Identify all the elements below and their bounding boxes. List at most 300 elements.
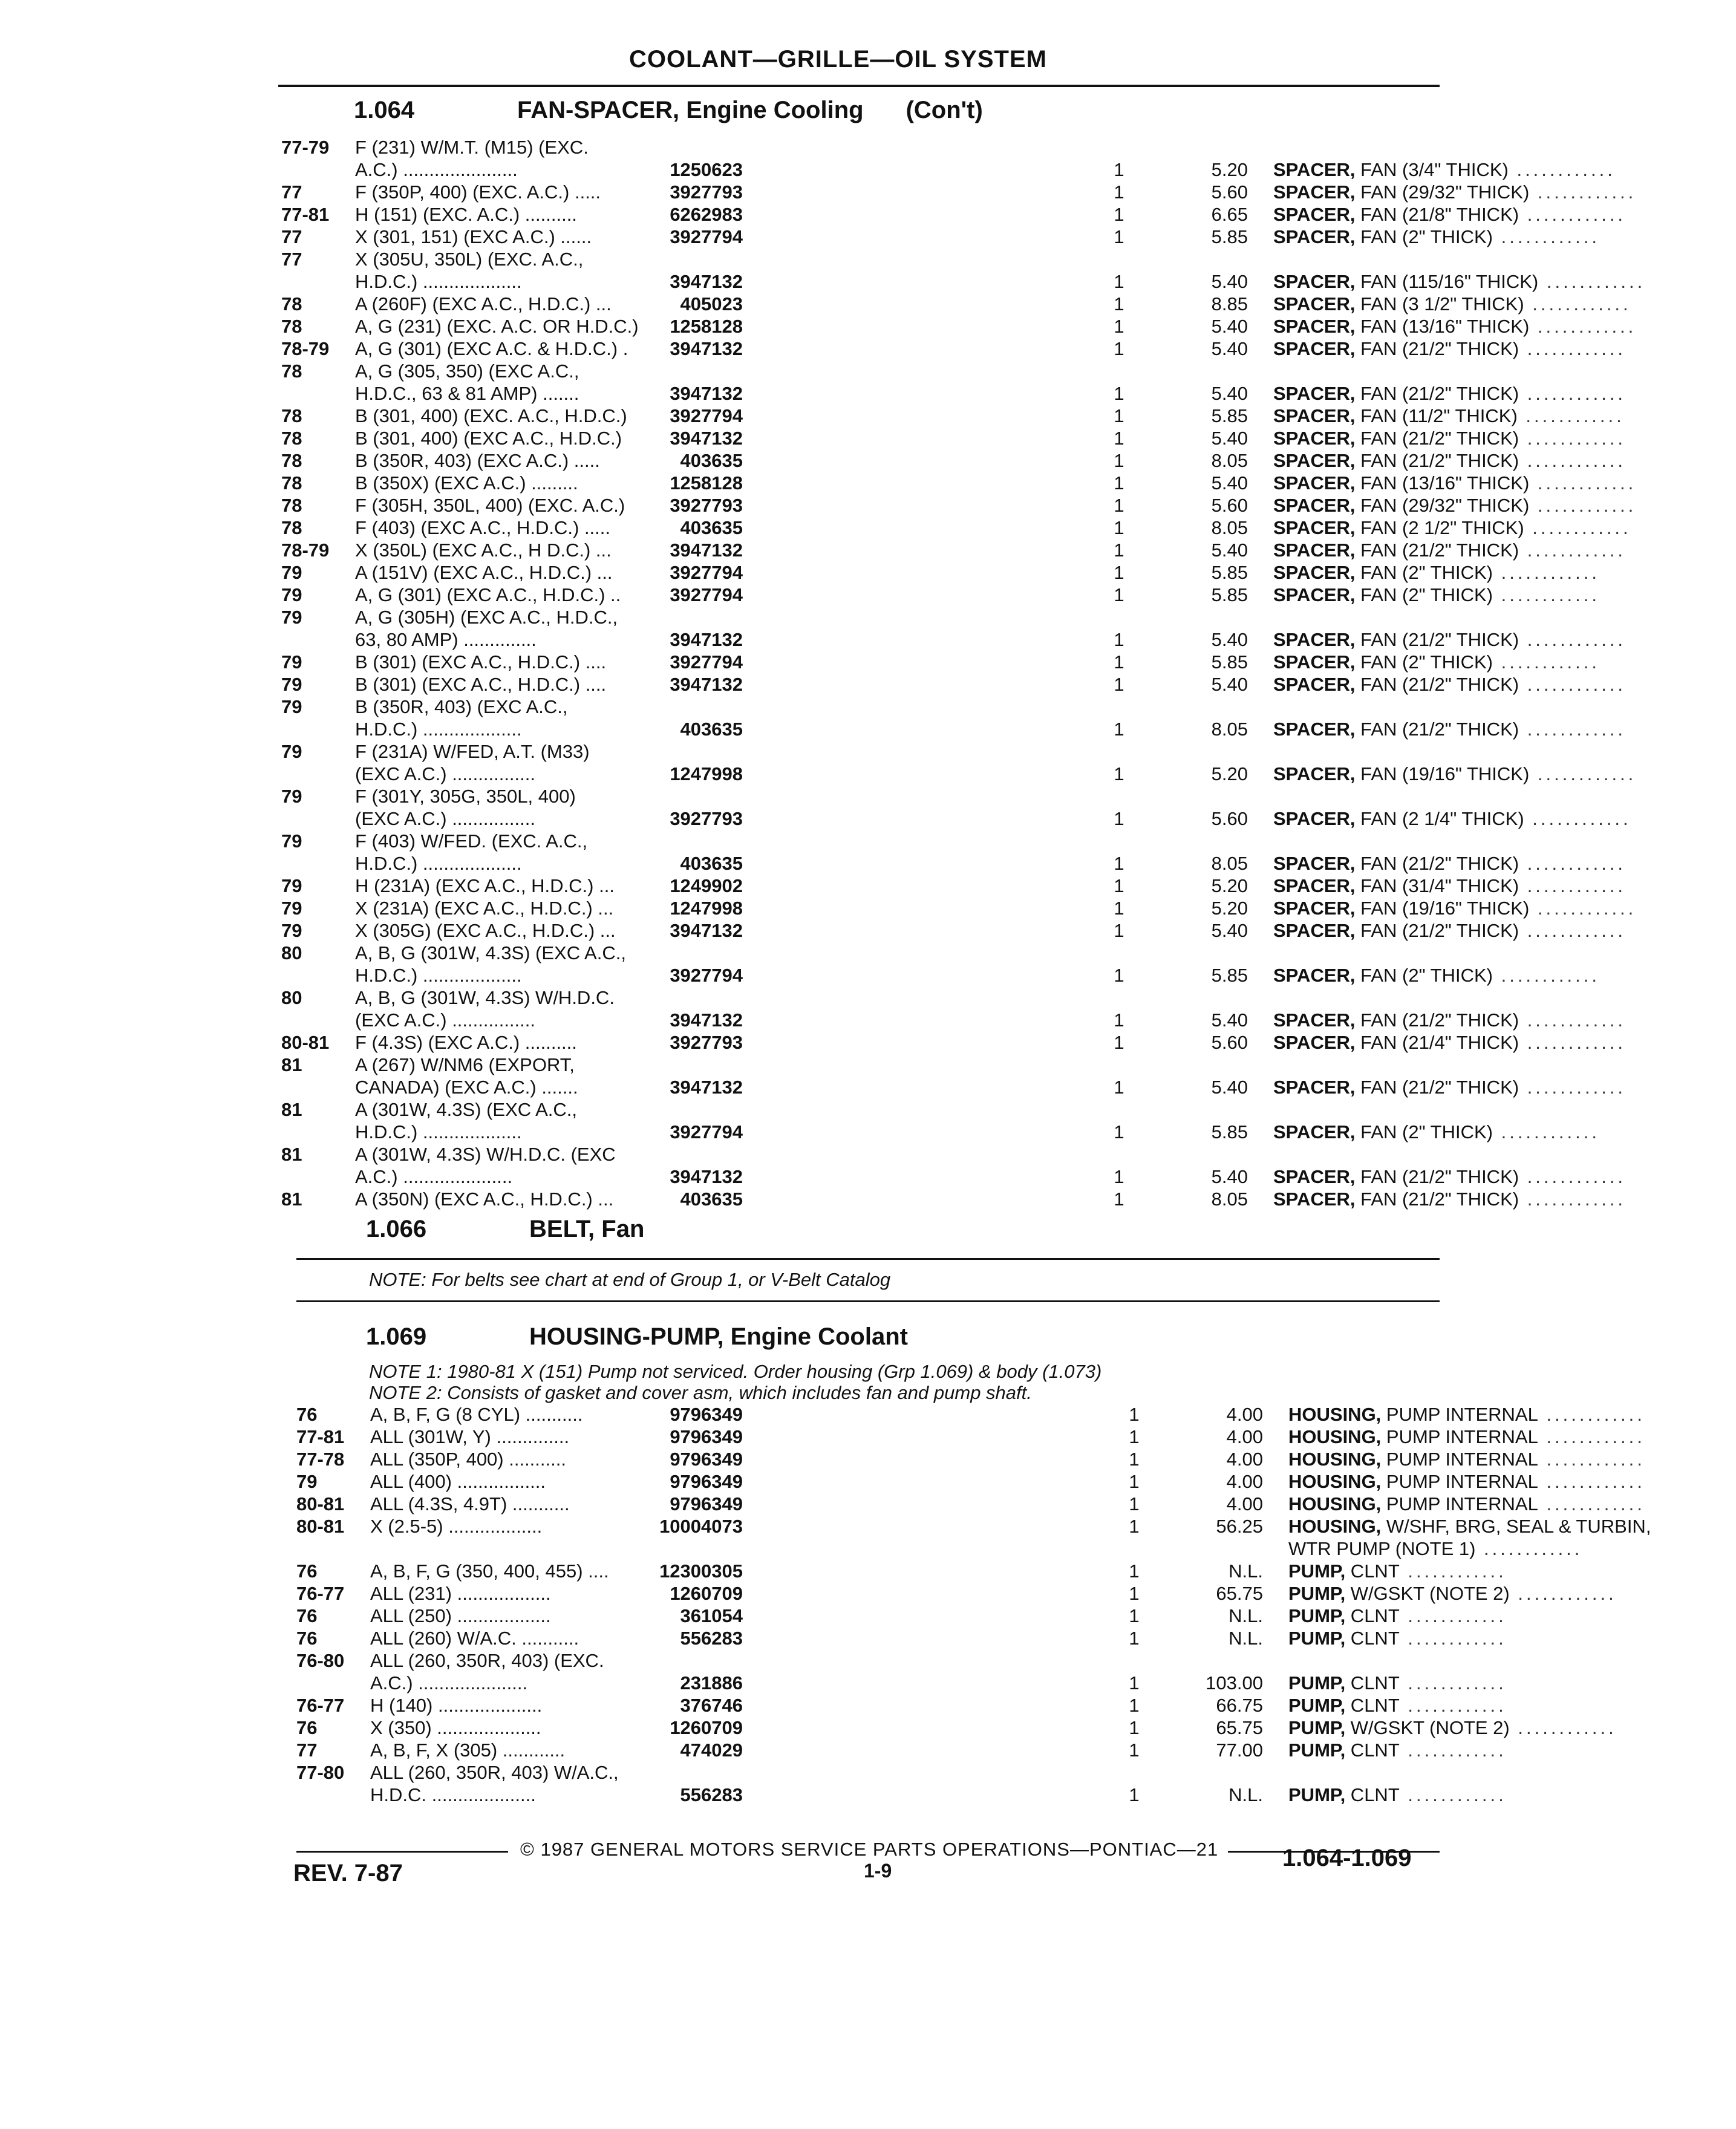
list-price: 5.40 [1211, 338, 1248, 359]
part-name-detail: FAN (2" THICK) [1355, 226, 1493, 247]
section-title: HOUSING-PUMP, Engine Coolant [529, 1323, 908, 1350]
part-name-detail: FAN (21/2" THICK) [1355, 1188, 1519, 1210]
part-number: 9796349 [670, 1449, 743, 1470]
model-years: 80-81 [296, 1493, 345, 1514]
part-number: 403635 [680, 1188, 743, 1210]
leader-dots: ............ [1519, 719, 1627, 740]
part-name-detail: FAN (21/2" THICK) [1355, 1166, 1519, 1187]
model-years: 79 [281, 562, 302, 583]
section-heading-belt [366, 1216, 644, 1243]
section-title: FAN-SPACER, Engine Cooling [517, 97, 864, 123]
list-price: 8.05 [1211, 517, 1248, 538]
part-name-noun: SPACER, [1273, 808, 1356, 829]
part-number: 1247998 [670, 898, 743, 919]
part-name-noun: SPACER, [1273, 450, 1356, 471]
part-name-detail: FAN (3/4" THICK) [1355, 159, 1509, 180]
table-row [296, 1694, 1529, 1717]
application-description: F (231A) W/FED, A.T. (M33) (EXC A.C.) ................ [355, 741, 590, 784]
application-description: F (403) W/FED. (EXC. A.C., H.D.C.) ................... [355, 830, 588, 874]
application-description: F (305H, 350L, 400) (EXC. A.C.) [355, 495, 625, 516]
footer-rule-left [296, 1851, 508, 1853]
list-price: 5.40 [1211, 383, 1248, 404]
application-description: A, B, G (301W, 4.3S) (EXC A.C., H.D.C.) ................... [355, 942, 626, 986]
part-name-noun: SPACER, [1273, 584, 1356, 605]
part-number: 1258128 [670, 316, 743, 337]
model-years: 77 [281, 181, 302, 203]
part-number: 12300305 [659, 1560, 743, 1582]
part-number: 403635 [680, 719, 743, 740]
part-number: 3927794 [670, 405, 743, 426]
part-name-detail: FAN (13/16" THICK) [1355, 472, 1530, 494]
part-name-detail: FAN (21/2" THICK) [1355, 853, 1519, 874]
part-name-detail: FAN (2" THICK) [1355, 651, 1493, 673]
leader-dots: ............ [1492, 584, 1600, 605]
part-name-detail: FAN (2" THICK) [1355, 584, 1493, 605]
part-number: 1258128 [670, 472, 743, 494]
table-row [281, 472, 1637, 494]
header-rule [278, 85, 1440, 87]
part-name-noun: SPACER, [1273, 898, 1356, 919]
model-years: 76 [296, 1404, 318, 1425]
part-name [1273, 382, 1721, 405]
table-row [281, 875, 1627, 897]
leader-dots: ............ [1519, 1032, 1627, 1053]
list-price: 8.85 [1211, 293, 1248, 315]
list-price: 5.60 [1211, 808, 1248, 829]
part-name-noun: PUMP, [1288, 1717, 1346, 1738]
part-name-noun: SPACER, [1273, 1188, 1356, 1210]
leader-dots: ............ [1519, 540, 1627, 561]
leader-dots: ............ [1492, 1121, 1600, 1143]
part-name-noun: SPACER, [1273, 181, 1356, 203]
part-name-detail: CLNT [1345, 1695, 1400, 1716]
model-years: 79 [281, 651, 302, 673]
list-price: 5.40 [1211, 540, 1248, 561]
part-name-noun: SPACER, [1273, 428, 1356, 449]
section-number: 1.069 [366, 1323, 427, 1350]
part-name [1273, 875, 1721, 897]
application-description: X (350) .................... [370, 1717, 541, 1738]
application-description: A (267) W/NM6 (EXPORT, CANADA) (EXC A.C.) ....... [355, 1054, 578, 1098]
part-name-noun: SPACER, [1273, 204, 1356, 225]
part-number: 3947132 [670, 1077, 743, 1098]
application-description: X (350L) (EXC A.C., H D.C.) ... [355, 540, 612, 561]
table-row [281, 360, 1627, 405]
list-price: 5.40 [1211, 1077, 1248, 1098]
list-price: 5.85 [1211, 651, 1248, 673]
quantity: 1 [1129, 1516, 1140, 1537]
application-description: B (350X) (EXC A.C.) ......... [355, 472, 578, 494]
part-name-noun: SPACER, [1273, 1121, 1356, 1143]
list-price: 103.00 [1206, 1672, 1263, 1694]
part-name-detail: FAN (115/16" THICK) [1355, 271, 1539, 292]
model-years: 78 [281, 450, 302, 471]
table-row [281, 1098, 1600, 1143]
leader-dots: ............ [1519, 383, 1627, 404]
table-row [296, 1426, 1645, 1448]
part-name-noun: HOUSING, [1288, 1404, 1382, 1425]
part-name-noun: SPACER, [1273, 1166, 1356, 1187]
part-name-detail: FAN (11/2" THICK) [1355, 405, 1518, 426]
part-name-noun: HOUSING, [1288, 1449, 1382, 1470]
model-years: 80-81 [281, 1032, 330, 1053]
table-row [281, 181, 1637, 203]
quantity: 1 [1114, 719, 1124, 740]
quantity: 1 [1114, 159, 1124, 180]
part-name [1273, 561, 1721, 584]
model-years: 79 [281, 741, 302, 762]
belt-note-rule-bottom [296, 1300, 1440, 1302]
table-row [296, 1605, 1529, 1627]
application-description: ALL (400) ................. [370, 1471, 546, 1492]
table-row [281, 673, 1627, 696]
quantity: 1 [1114, 204, 1124, 225]
part-name-noun: SPACER, [1273, 651, 1356, 673]
part-name-detail: PUMP INTERNAL [1381, 1404, 1538, 1425]
table-row [281, 539, 1627, 561]
part-number: 3947132 [670, 271, 743, 292]
table-row [296, 1470, 1645, 1493]
application-description: ALL (350P, 400) ........... [370, 1449, 566, 1470]
quantity: 1 [1129, 1784, 1140, 1805]
part-name-detail: FAN (21/2" THICK) [1355, 719, 1519, 740]
application-description: ALL (4.3S, 4.9T) ........... [370, 1493, 570, 1514]
table-row [296, 1403, 1645, 1426]
quantity: 1 [1114, 316, 1124, 337]
part-name-detail: PUMP INTERNAL [1381, 1449, 1538, 1470]
part-name-detail: CLNT [1345, 1784, 1400, 1805]
table-row [281, 830, 1627, 875]
model-years: 78 [281, 495, 302, 516]
quantity: 1 [1114, 1188, 1124, 1210]
part-name-noun: SPACER, [1273, 763, 1356, 784]
list-price: 5.40 [1211, 428, 1248, 449]
model-years: 76 [296, 1628, 318, 1649]
part-name-noun: PUMP, [1288, 1605, 1346, 1626]
application-description: A (350N) (EXC A.C., H.D.C.) ... [355, 1188, 614, 1210]
quantity: 1 [1129, 1717, 1140, 1738]
model-years: 80 [281, 987, 302, 1008]
model-years: 77 [281, 226, 302, 247]
quantity: 1 [1129, 1672, 1140, 1694]
table-row [281, 337, 1627, 360]
list-price: 65.75 [1216, 1583, 1263, 1604]
part-name-detail: FAN (21/2" THICK) [1355, 540, 1519, 561]
model-years: 79 [281, 674, 302, 695]
part-name [1288, 1560, 1736, 1582]
part-number: 3927793 [670, 495, 743, 516]
quantity: 1 [1114, 293, 1124, 315]
part-number: 403635 [680, 517, 743, 538]
leader-dots: ............ [1529, 495, 1637, 516]
footer-copyright: © 1987 GENERAL MOTORS SERVICE PARTS OPERATIONS—PONTIAC—21 [520, 1839, 1219, 1860]
part-name-detail: FAN (2" THICK) [1355, 1121, 1493, 1143]
model-years: 77 [281, 249, 302, 270]
leader-dots: ............ [1529, 898, 1637, 919]
list-price: 5.40 [1211, 920, 1248, 941]
part-name-detail: W/GSKT (NOTE 2) [1345, 1583, 1510, 1604]
list-price: N.L. [1229, 1784, 1263, 1805]
table-row [281, 584, 1600, 606]
list-price: 6.65 [1211, 204, 1248, 225]
model-years: 80-81 [296, 1516, 345, 1537]
part-number: 6262983 [670, 204, 743, 225]
model-years: 77-79 [281, 137, 330, 158]
leader-dots: ............ [1399, 1560, 1507, 1582]
list-price: 5.20 [1211, 875, 1248, 896]
part-name-detail: FAN (21/4" THICK) [1355, 1032, 1519, 1053]
leader-dots: ............ [1399, 1605, 1507, 1626]
housing-note-2: NOTE 2: Consists of gasket and cover asm, which includes fan and pump shaft. [369, 1382, 1032, 1403]
table-row [281, 494, 1637, 517]
part-number: 405023 [680, 293, 743, 315]
page-title: COOLANT—GRILLE—OIL SYSTEM [629, 46, 1047, 73]
leader-dots: ............ [1399, 1672, 1507, 1694]
table-row [281, 651, 1600, 673]
model-years: 79 [281, 584, 302, 605]
table-row [296, 1717, 1617, 1739]
table-row [281, 1188, 1627, 1210]
application-description: F (403) (EXC A.C., H.D.C.) ..... [355, 517, 611, 538]
application-description: B (350R, 403) (EXC A.C., H.D.C.) ................... [355, 696, 568, 740]
section-heading-housing [366, 1323, 908, 1351]
part-name-noun: SPACER, [1273, 1032, 1356, 1053]
part-number: 3947132 [670, 1009, 743, 1031]
leader-dots: ............ [1519, 1009, 1627, 1031]
quantity: 1 [1129, 1605, 1140, 1626]
part-name-noun: SPACER, [1273, 875, 1356, 896]
part-name-noun: SPACER, [1273, 540, 1356, 561]
part-number: 9796349 [670, 1471, 743, 1492]
part-name-noun: HOUSING, [1288, 1516, 1382, 1537]
model-years: 81 [281, 1144, 302, 1165]
model-years: 79 [281, 786, 302, 807]
leader-dots: ............ [1538, 271, 1646, 292]
part-name [1288, 1739, 1736, 1761]
list-price: 4.00 [1226, 1471, 1263, 1492]
table-row [281, 561, 1600, 584]
quantity: 1 [1129, 1628, 1140, 1649]
part-name [1273, 494, 1721, 517]
part-name-detail: FAN (21/2" THICK) [1355, 1009, 1519, 1031]
quantity: 1 [1114, 584, 1124, 605]
table-row [281, 226, 1600, 248]
table-row [281, 449, 1627, 472]
part-name [1288, 1672, 1736, 1694]
leader-dots: ............ [1529, 181, 1637, 203]
part-name-noun: SPACER, [1273, 629, 1356, 650]
part-number: 556283 [680, 1628, 743, 1649]
model-years: 79 [281, 898, 302, 919]
model-years: 76 [296, 1605, 318, 1626]
part-number: 3927794 [670, 651, 743, 673]
leader-dots: ............ [1517, 405, 1625, 426]
application-description: A, B, G (301W, 4.3S) W/H.D.C. (EXC A.C.) ................ [355, 987, 615, 1031]
leader-dots: ............ [1492, 226, 1600, 247]
part-name [1288, 1694, 1736, 1717]
application-description: ALL (231) .................. [370, 1583, 551, 1604]
table-row [281, 248, 1646, 293]
leader-dots: ............ [1538, 1471, 1645, 1492]
part-name [1288, 1582, 1736, 1605]
part-name [1273, 226, 1721, 248]
application-description: B (301) (EXC A.C., H.D.C.) .... [355, 674, 607, 695]
table-row [296, 1448, 1645, 1470]
part-name [1273, 315, 1721, 337]
leader-dots: ............ [1508, 159, 1616, 180]
part-number: 3927793 [670, 808, 743, 829]
part-number: 3927793 [670, 1032, 743, 1053]
part-name-noun: PUMP, [1288, 1672, 1346, 1694]
model-years: 78 [281, 293, 302, 315]
leader-dots: ............ [1529, 316, 1637, 337]
part-name-noun: SPACER, [1273, 316, 1356, 337]
model-years: 78 [281, 316, 302, 337]
part-name [1273, 405, 1721, 427]
quantity: 1 [1114, 338, 1124, 359]
quantity: 1 [1114, 405, 1124, 426]
table-row [281, 136, 1616, 181]
part-name [1273, 673, 1721, 696]
list-price: 5.85 [1211, 562, 1248, 583]
table-row [281, 785, 1631, 830]
list-price: 5.40 [1211, 472, 1248, 494]
leader-dots: ............ [1492, 562, 1600, 583]
part-number: 1260709 [670, 1583, 743, 1604]
part-name-detail: FAN (2" THICK) [1355, 965, 1493, 986]
leader-dots: ............ [1519, 674, 1627, 695]
leader-dots: ............ [1519, 1166, 1627, 1187]
application-description: ALL (301W, Y) .............. [370, 1426, 570, 1447]
application-description: ALL (260, 350R, 403) (EXC. A.C.) ..................... [370, 1650, 604, 1694]
part-number: 1250623 [670, 159, 743, 180]
table-row [281, 427, 1627, 449]
part-name [1273, 718, 1721, 740]
part-name-noun: HOUSING, [1288, 1426, 1382, 1447]
part-name [1273, 293, 1721, 315]
list-price: 8.05 [1211, 1188, 1248, 1210]
list-price: 5.40 [1211, 1166, 1248, 1187]
model-years: 79 [296, 1471, 318, 1492]
model-years: 81 [281, 1188, 302, 1210]
part-name-detail: CLNT [1345, 1628, 1400, 1649]
part-name-noun: SPACER, [1273, 293, 1356, 315]
part-name-detail: FAN (3 1/2" THICK) [1355, 293, 1524, 315]
model-years: 78-79 [281, 540, 330, 561]
application-description: X (2.5-5) .................. [370, 1516, 543, 1537]
table-row [281, 897, 1637, 919]
list-price: 8.05 [1211, 853, 1248, 874]
part-name [1288, 1493, 1736, 1515]
application-description: X (231A) (EXC A.C., H.D.C.) ... [355, 898, 614, 919]
quantity: 1 [1129, 1404, 1140, 1425]
leader-dots: ............ [1475, 1538, 1583, 1559]
application-description: A (260F) (EXC A.C., H.D.C.) ... [355, 293, 612, 315]
part-number: 3927794 [670, 1121, 743, 1143]
leader-dots: ............ [1492, 651, 1600, 673]
part-name-noun: SPACER, [1273, 226, 1356, 247]
quantity: 1 [1114, 674, 1124, 695]
part-name [1288, 1426, 1736, 1448]
quantity: 1 [1114, 495, 1124, 516]
model-years: 79 [281, 875, 302, 896]
list-price: 5.85 [1211, 1121, 1248, 1143]
application-description: F (301Y, 305G, 350L, 400) (EXC A.C.) ................ [355, 786, 576, 829]
part-name-noun: SPACER, [1273, 1009, 1356, 1031]
model-years: 78 [281, 360, 302, 382]
application-description: H (231A) (EXC A.C., H.D.C.) ... [355, 875, 615, 896]
part-name-detail: FAN (21/2" THICK) [1355, 920, 1519, 941]
quantity: 1 [1129, 1449, 1140, 1470]
model-years: 78 [281, 428, 302, 449]
quantity: 1 [1114, 853, 1124, 874]
leader-dots: ............ [1529, 763, 1637, 784]
part-name-detail: FAN (2 1/2" THICK) [1355, 517, 1524, 538]
leader-dots: ............ [1509, 1717, 1617, 1738]
quantity: 1 [1114, 629, 1124, 650]
model-years: 79 [281, 696, 302, 717]
application-description: A, G (305H) (EXC A.C., H.D.C., 63, 80 AMP) .............. [355, 607, 618, 650]
part-name-noun: SPACER, [1273, 965, 1356, 986]
quantity: 1 [1114, 472, 1124, 494]
fan-spacer-table [0, 136, 1646, 1210]
part-name-detail: FAN (2 1/4" THICK) [1355, 808, 1524, 829]
part-name-detail: CLNT [1345, 1739, 1400, 1761]
application-description: F (350P, 400) (EXC. A.C.) ..... [355, 181, 601, 203]
list-price: 5.20 [1211, 763, 1248, 784]
section-title: BELT, Fan [529, 1216, 645, 1242]
quantity: 1 [1114, 1032, 1124, 1053]
table-row [281, 293, 1631, 315]
leader-dots: ............ [1538, 1493, 1645, 1514]
quantity: 1 [1129, 1583, 1140, 1604]
list-price: 5.40 [1211, 674, 1248, 695]
part-name-noun: SPACER, [1273, 562, 1356, 583]
part-name-noun: HOUSING, [1288, 1493, 1382, 1514]
part-name [1273, 539, 1721, 561]
part-name [1273, 158, 1721, 181]
part-number: 1260709 [670, 1717, 743, 1738]
leader-dots: ............ [1538, 1426, 1645, 1447]
part-name [1273, 628, 1721, 651]
list-price: 5.20 [1211, 898, 1248, 919]
table-row [296, 1761, 1529, 1806]
model-years: 76-77 [296, 1583, 345, 1604]
quantity: 1 [1114, 271, 1124, 292]
part-name-detail: FAN (21/2" THICK) [1355, 383, 1519, 404]
leader-dots: ............ [1519, 204, 1627, 225]
leader-dots: ............ [1492, 965, 1600, 986]
part-name-noun: PUMP, [1288, 1628, 1346, 1649]
table-row [281, 696, 1627, 740]
part-name-noun: SPACER, [1273, 853, 1356, 874]
table-row [281, 942, 1600, 986]
list-price: 5.60 [1211, 181, 1248, 203]
part-number: 3927794 [670, 562, 743, 583]
part-name-noun: SPACER, [1273, 674, 1356, 695]
part-name-detail: FAN (21/2" THICK) [1355, 674, 1519, 695]
part-name-detail: FAN (2" THICK) [1355, 562, 1493, 583]
quantity: 1 [1129, 1493, 1140, 1514]
model-years: 78 [281, 517, 302, 538]
housing-note-1: NOTE 1: 1980-81 X (151) Pump not serviced. Order housing (Grp 1.069) & body (1.073) [369, 1361, 1102, 1382]
part-name [1273, 651, 1721, 673]
part-name-noun: PUMP, [1288, 1560, 1346, 1582]
footer-section-range: 1.064-1.069 [1282, 1845, 1412, 1871]
table-row [281, 517, 1631, 539]
quantity: 1 [1114, 808, 1124, 829]
part-name-noun: PUMP, [1288, 1695, 1346, 1716]
